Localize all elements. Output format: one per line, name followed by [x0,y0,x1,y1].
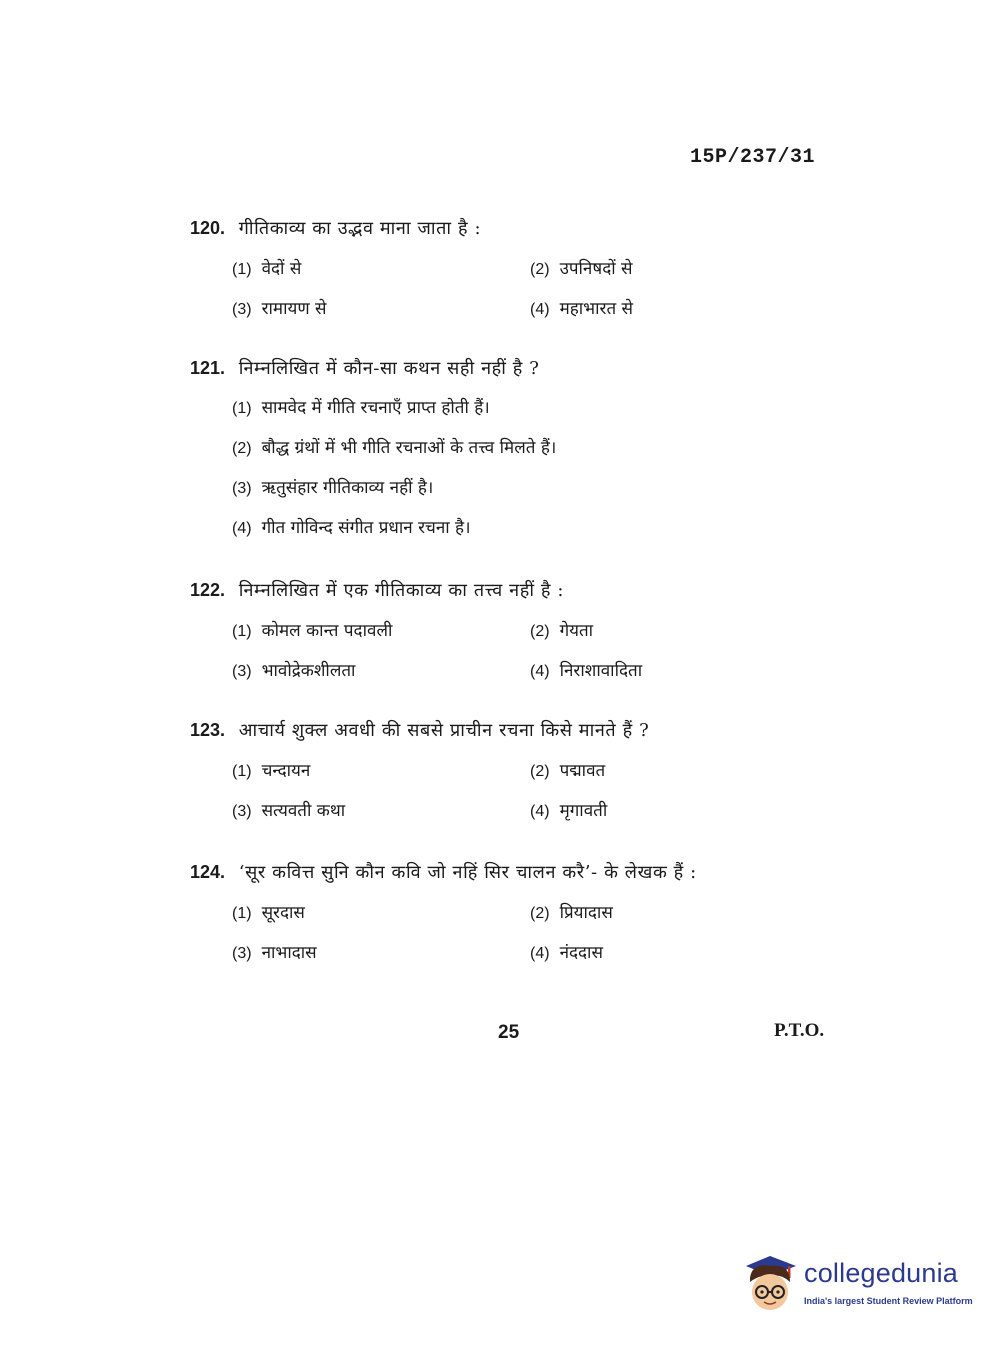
question-text: निम्नलिखित में एक गीतिकाव्य का तत्त्व नहीं है : [238,580,565,601]
question-number: 122. [190,580,226,600]
option-text: चन्दायन [261,761,311,781]
option-4[interactable]: (4) नंददास [530,943,603,963]
question-text: ‘सूर कवित्त सुनि कौन कवि जो नहिं सिर चालन करै’- के लेखक हैं : [238,862,697,883]
option-2[interactable]: (2) बौद्ध ग्रंथों में भी गीति रचनाओं के तत्त्व मिलते हैं। [232,438,557,458]
option-3[interactable]: (3) रामायण से [232,299,327,319]
option-2[interactable]: (2) प्रियादास [530,903,613,923]
option-text: सूरदास [261,903,305,923]
option-4[interactable]: (4) महाभारत से [530,299,634,319]
option-text: पद्मावत [559,761,606,781]
option-2[interactable]: (2) गेयता [530,621,594,641]
options [232,396,850,541]
question-text: निम्नलिखित में कौन-सा कथन सही नहीं है ? [238,358,540,379]
option-text: वेदों से [261,259,302,279]
options [232,619,850,683]
question-stem [190,718,850,743]
option-text: नंददास [559,943,603,963]
option-text: गेयता [559,621,594,641]
option-text: बौद्ध ग्रंथों में भी गीति रचनाओं के तत्त्व मिलते हैं। [261,438,557,458]
question-stem [190,216,850,241]
brand-watermark [742,1248,972,1318]
option-1[interactable]: (1) सूरदास [232,903,305,923]
option-2[interactable]: (2) उपनिषदों से [530,259,633,279]
options [232,759,850,823]
option-4[interactable]: (4) गीत गोविन्द संगीत प्रधान रचना है। [232,518,471,538]
option-2[interactable]: (2) पद्मावत [530,761,606,781]
option-text: गीत गोविन्द संगीत प्रधान रचना है। [261,518,471,538]
question-120 [190,216,850,321]
option-text: प्रियादास [559,903,613,923]
student-mascot-icon [742,1252,800,1314]
option-3[interactable]: (3) भावोद्रेकशीलता [232,661,356,681]
options [232,257,850,321]
option-3[interactable]: (3) नाभादास [232,943,317,963]
option-1[interactable]: (1) सामवेद में गीति रचनाएँ प्राप्त होती हैं। [232,398,490,418]
question-number: 121. [190,358,226,378]
option-text: निराशावादिता [559,661,643,681]
question-stem [190,860,850,885]
options [232,901,850,965]
question-121 [190,356,850,541]
option-text: सत्यवती कथा [261,801,346,821]
paper-code: 15P/237/31 [690,146,816,169]
option-text: सामवेद में गीति रचनाएँ प्राप्त होती हैं। [261,398,490,418]
question-122 [190,578,850,683]
option-text: कोमल कान्त पदावली [261,621,393,641]
question-stem [190,578,850,603]
question-text: गीतिकाव्य का उद्भव माना जाता है : [238,218,482,239]
page-number: 25 [498,1022,520,1043]
option-text: रामायण से [261,299,327,319]
option-1[interactable]: (1) चन्दायन [232,761,311,781]
question-124 [190,860,850,965]
option-1[interactable]: (1) कोमल कान्त पदावली [232,621,393,641]
brand-tagline: India's largest Student Review Platform [804,1296,973,1306]
option-3[interactable]: (3) सत्यवती कथा [232,801,346,821]
option-1[interactable]: (1) वेदों से [232,259,302,279]
question-number: 124. [190,862,226,882]
option-text: नाभादास [261,943,317,963]
question-number: 123. [190,720,226,740]
question-stem [190,356,850,381]
pto-label: P.T.O. [774,1020,825,1041]
option-text: महाभारत से [559,299,634,319]
option-text: ऋतुसंहार गीतिकाव्य नहीं है। [261,478,434,498]
question-number: 120. [190,218,226,238]
option-text: भावोद्रेकशीलता [261,661,356,681]
option-3[interactable]: (3) ऋतुसंहार गीतिकाव्य नहीं है। [232,478,434,498]
option-text: मृगावती [559,801,608,821]
option-4[interactable]: (4) मृगावती [530,801,608,821]
question-text: आचार्य शुक्ल अवधी की सबसे प्राचीन रचना किसे मानते हैं ? [238,720,650,741]
option-4[interactable]: (4) निराशावादिता [530,661,643,681]
option-text: उपनिषदों से [559,259,633,279]
brand-name: collegedunia [804,1258,959,1288]
question-123 [190,718,850,823]
